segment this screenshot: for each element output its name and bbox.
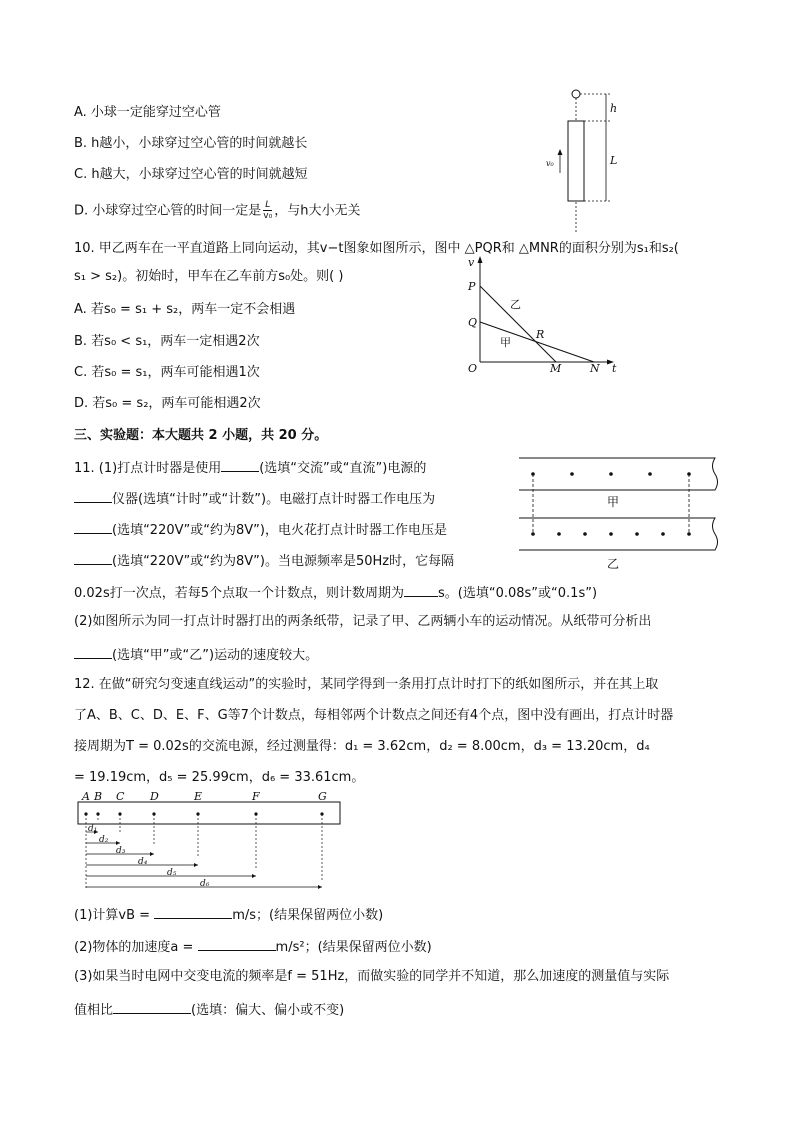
q11-line-1 [74, 457, 426, 478]
q11-l3b: (选填“220V”或“约为8V”)，电火花打点计时器工作电压是 [112, 523, 447, 538]
tape-point-G: G [318, 790, 327, 803]
dist-arrowhead-5 [252, 874, 256, 878]
dist-arrowhead-6 [318, 885, 322, 889]
q11-l1a: 11. (1)打点计时器是使用 [74, 461, 222, 476]
q11-line-4 [74, 550, 454, 571]
tape-point-B: B [94, 790, 103, 803]
dist-arrowhead-2 [116, 841, 120, 845]
blank-6[interactable] [74, 644, 112, 659]
label-jia: 甲 [500, 336, 511, 349]
q12-q2 [74, 936, 432, 957]
dist-label-5: d₅ [167, 868, 177, 878]
q11-l5a: 0.02s打一次点，若每5个点取一个计数点，则计数周期为 [74, 586, 404, 601]
q9-option-a: A. 小球一定能穿过空心管 [74, 105, 221, 120]
q9-fraction [263, 201, 272, 221]
q10-vt-graph [462, 254, 622, 378]
hollow-tube [568, 121, 584, 201]
blank-2[interactable] [74, 488, 112, 503]
fraction-numerator: L [265, 200, 271, 210]
blank-5[interactable] [404, 582, 438, 597]
q11-l5b: s。(选填“0.08s”或“0.1s”) [438, 586, 598, 601]
q12-line-2: 了A、B、C、D、E、F、G等7个计数点，每相邻两个计数点之间还有4个点，图中没有画出，打点计时器 [74, 708, 674, 723]
section-3-heading: 三、实验题：本大题共 2 小题，共 20 分。 [74, 428, 328, 443]
q11-l7b: (选填“甲”或“乙”)运动的速度较大。 [112, 648, 319, 663]
tape-label-jia: 甲 [607, 495, 620, 509]
tape-point-F: F [252, 790, 260, 803]
ball-icon [572, 90, 580, 98]
q10-option-d: D. 若s₀ = s₂，两车可能相遇2次 [74, 396, 261, 411]
q9-option-d-post: ，与h大小无关 [274, 203, 361, 219]
dist-label-6: d₆ [200, 879, 210, 889]
dist-label-4: d₄ [138, 857, 148, 867]
tape-point-A: A [82, 790, 90, 803]
q11-l2b: 仪器(选填“计时”或“计数”)。电磁打点计时器工作电压为 [112, 492, 436, 507]
label-yi: 乙 [510, 298, 521, 311]
dist-arrowhead-3 [150, 852, 154, 856]
q11-line-7 [74, 644, 318, 665]
q12-tape-figure [76, 790, 344, 892]
q12-line-4: = 19.19cm，d₅ = 25.99cm，d₆ = 33.61cm。 [74, 770, 365, 785]
q12-q3: (3)如果当时电网中交变电流的频率是f = 51Hz，而做实验的同学并不知道，那么加速度的测量值与实际 [74, 969, 670, 984]
q10-option-b: B. 若s₀ < s₁，两车一定相遇2次 [74, 334, 260, 349]
dist-label-1: d₁ [88, 824, 98, 834]
label-h: h [610, 102, 618, 115]
label-L: L [610, 154, 618, 167]
q12-line-1: 12. 在做“研究匀变速直线运动”的实验时，某同学得到一条用打点计时打下的纸如图所示，并在其上取 [74, 677, 659, 692]
q11-l4b: (选填“220V”或“约为8V”)。当电源频率是50Hz时，它每隔 [112, 554, 455, 569]
q11-tape-figure [515, 456, 725, 574]
tape-point-D: D [150, 790, 159, 803]
q11-line-5 [74, 582, 597, 603]
blank-compare[interactable] [113, 999, 191, 1014]
dist-label-2: d₂ [99, 835, 109, 845]
q12-q2a: (2)物体的加速度a = [74, 940, 198, 955]
axis-v-label: v [468, 256, 475, 269]
q9-option-d [74, 201, 360, 221]
q9-tube-figure [540, 88, 630, 238]
q11-line-3 [74, 519, 447, 540]
q9-option-d-pre: D. 小球穿过空心管的时间一定是 [74, 203, 262, 219]
tape-label-yi: 乙 [607, 557, 620, 571]
q9-option-b: B. h越小，小球穿过空心管的时间就越长 [74, 136, 308, 151]
q12-q4 [74, 999, 344, 1020]
q9-option-c: C. h越大，小球穿过空心管的时间就越短 [74, 167, 308, 182]
dist-arrowhead-4 [194, 863, 198, 867]
q12-q4b: (选填：偏大、偏小或不变) [191, 1003, 345, 1018]
q10-option-c: C. 若s₀ = s₁，两车可能相遇1次 [74, 365, 260, 380]
point-P: P [468, 280, 476, 293]
q12-q1a: (1)计算vB = [74, 908, 155, 923]
q12-q1b: m/s；(结果保留两位小数) [232, 908, 384, 923]
blank-1[interactable] [221, 457, 259, 472]
point-Q: Q [468, 316, 478, 329]
point-M: M [550, 362, 562, 375]
q12-q1 [74, 904, 383, 925]
axis-t-label: t [612, 362, 617, 375]
blank-4[interactable] [74, 550, 112, 565]
blank-3[interactable] [74, 519, 112, 534]
dist-label-3: d₃ [116, 846, 126, 856]
blank-a[interactable] [198, 936, 276, 951]
q11-line-6: (2)如图所示为同一打点计时器打出的两条纸带，记录了甲、乙两辆小车的运动情况。从纸带可分析出 [74, 614, 652, 629]
fraction-denominator: v₀ [263, 211, 273, 221]
q11-l1b: (选填“交流”或“直流”)电源的 [259, 461, 427, 476]
q10-option-a: A. 若s₀ = s₁ + s₂，两车一定不会相遇 [74, 302, 296, 317]
point-N: N [590, 362, 600, 375]
point-O: O [468, 362, 478, 375]
q11-line-2 [74, 488, 435, 509]
q10-stem-1: 10. 甲乙两车在一平直道路上同向运动，其v−t图象如图所示，图中 △PQR和 △MNR的面积分别为s₁和s₂( [74, 241, 679, 256]
q12-q4a: 值相比 [74, 1003, 114, 1018]
q10-stem-2: s₁ > s₂)。初始时，甲车在乙车前方s₀处。则( ) [74, 269, 344, 284]
tape-point-E: E [194, 790, 203, 803]
q12-q2b: m/s²；(结果保留两位小数) [275, 940, 432, 955]
point-R: R [536, 328, 545, 341]
q12-line-3: 接周期为T = 0.02s的交流电源，经过测量得：d₁ = 3.62cm，d₂ = 8.00cm，d₃ = 13.20cm，d₄ [74, 739, 650, 754]
tape-point-C: C [116, 790, 125, 803]
blank-vb[interactable] [154, 904, 232, 919]
label-v0: v₀ [546, 159, 554, 168]
tape-strip [78, 802, 340, 824]
